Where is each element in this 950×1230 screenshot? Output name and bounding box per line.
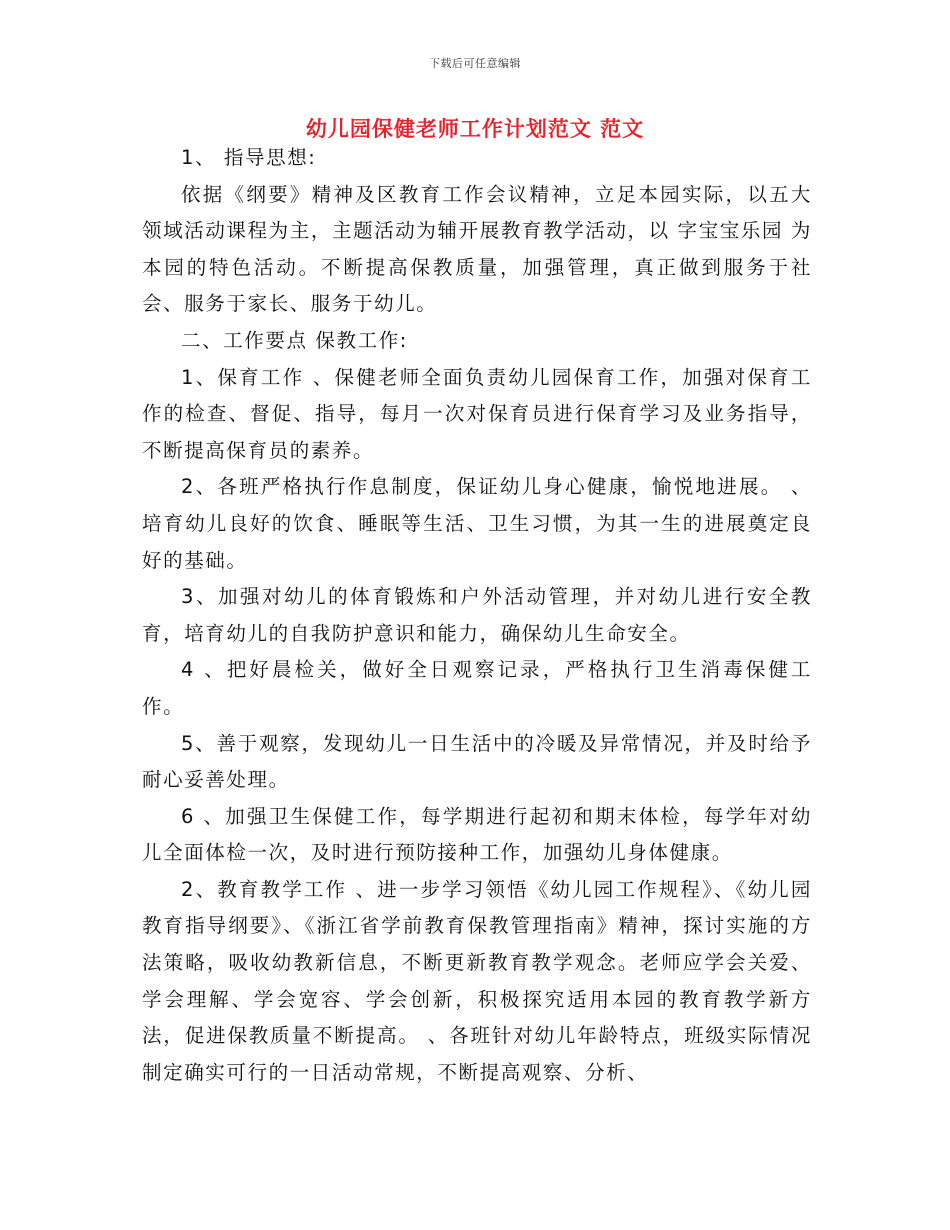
paragraph: 2、各班严格执行作息制度，保证幼儿身心健康，愉悦地进展。 、培育幼儿良好的饮食、睡眠等生活、卫生习惯，为其一生的进展奠定良好的基础。 bbox=[142, 475, 812, 572]
paragraph: 4 、把好晨检关，做好全日观察记录，严格执行卫生消毒保健工作。 bbox=[142, 658, 812, 718]
header-note: 下载后可任意编辑 bbox=[429, 57, 521, 70]
paragraph-work-points: 二、工作要点 保教工作: bbox=[181, 328, 408, 352]
paragraph: 5、善于观察，发现幼儿一日生活中的冷暖及异常情况，并及时给予耐心妥善处理。 bbox=[142, 731, 812, 792]
paragraph: 1、保育工作 、保健老师全面负责幼儿园保育工作，加强对保育工作的检查、督促、指导，每月一次对保育员进行保育学习及业务指导，不断提高保育员的素养。 bbox=[142, 365, 812, 462]
paragraph: 6 、加强卫生保健工作，每学期进行起初和期末体检，每学年对幼儿全面体检一次，及时进行预防接种工作，加强幼儿身体健康。 bbox=[142, 804, 812, 865]
paragraph: 3、加强对幼儿的体育锻炼和户外活动管理，并对幼儿进行安全教育，培育幼儿的自我防护意识和能力，确保幼儿生命安全。 bbox=[142, 585, 812, 645]
document-body bbox=[142, 140, 812, 1091]
document-title: 幼儿园保健老师工作计划范文 范文 bbox=[305, 117, 645, 141]
paragraph: 2、教育教学工作 、进一步学习领悟《幼儿园工作规程》、《幼儿园教育指导纲要》、《浙江省学前教育保教管理指南》精神，探讨实施的方法策略，吸收幼教新信息，不断更新教育教学观念。老师应学会关爱、学会理解、学会宽容、学会创新，积极探究适用本园的教育教学新方法，促进保教质量不断提高。 、各班针对幼儿年龄特点，班级实际情况制定确实可行的一日活动常规，不断提高观察、分析、 bbox=[142, 877, 812, 1084]
paragraph-guiding-thought: 1、 指导思想: bbox=[181, 146, 317, 169]
paragraph: 依据《纲要》精神及区教育工作会议精神，立足本园实际，以五大领域活动课程为主，主题活动为辅开展教育教学活动，以 字宝宝乐园 为本园的特色活动。不断提高保教质量，加强管理，真正做到服务于社会、服务于家长、服务于幼儿。 bbox=[142, 182, 812, 316]
